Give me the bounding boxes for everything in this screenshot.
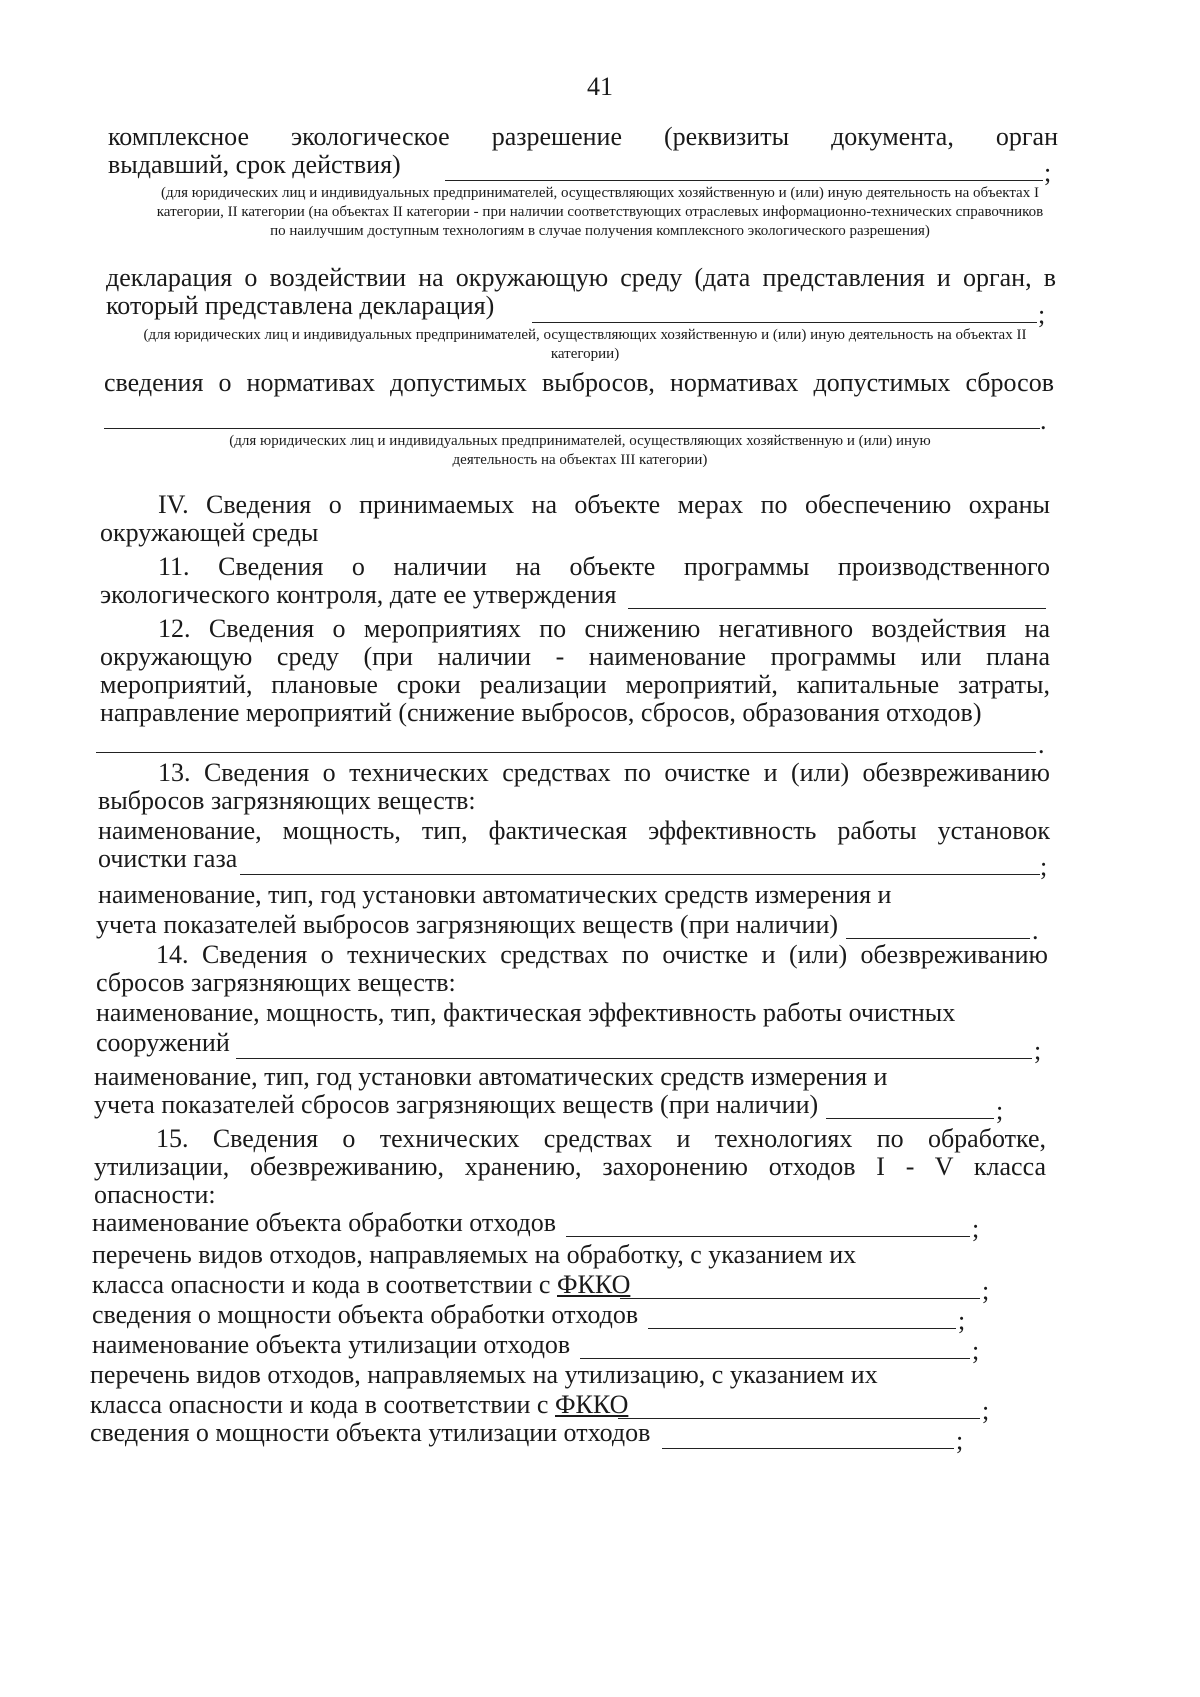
item15-line-1: 15. Сведения о технических средствах и технологиях по обработке,	[156, 1124, 1046, 1153]
item15-line-3: опасности:	[94, 1180, 216, 1209]
item15-utilization-list-field[interactable]	[618, 1418, 980, 1419]
item12-end: .	[1038, 730, 1045, 759]
norms-field[interactable]	[104, 428, 1040, 429]
item15-end-1: ;	[972, 1214, 980, 1243]
item11-line-2: экологического контроля, дате ее утверждения	[100, 580, 617, 609]
item15-utilization-capacity-label: сведения о мощности объекта утилизации отходов	[90, 1418, 651, 1447]
permit-line-2: выдавший, срок действия)	[108, 150, 401, 179]
item15-utilization-list-line-2: класса опасности и кода в соответствии с	[90, 1390, 549, 1419]
item15-utilization-list-line-1: перечень видов отходов, направляемых на утилизацию, с указанием их	[90, 1360, 878, 1389]
item14-line-4: сооружений	[96, 1028, 230, 1057]
item15-processing-name-field[interactable]	[566, 1236, 970, 1237]
item14-line-6: учета показателей сбросов загрязняющих веществ (при наличии)	[94, 1090, 819, 1119]
item15-fkko-link-1[interactable]: ФККО	[557, 1270, 631, 1299]
item15-processing-capacity-field[interactable]	[648, 1328, 956, 1329]
norms-note: (для юридических лиц и индивидуальных предпринимателей, осуществляющих хозяйственную и (или) иную деятельность на объектах III категории)	[229, 433, 931, 468]
item13-line-6: учета показателей выбросов загрязняющих веществ (при наличии)	[96, 910, 839, 939]
item14-line-2: сбросов загрязняющих веществ:	[96, 968, 456, 997]
item12-line-1: 12. Сведения о мероприятиях по снижению негативного воздействия на	[158, 614, 1050, 643]
item12-line-3: мероприятий, плановые сроки реализации мероприятий, капитальные затраты,	[100, 670, 1050, 699]
item15-end-6: ;	[956, 1426, 964, 1455]
section-iv-line-1: IV. Сведения о принимаемых на объекте мерах по обеспечению охраны	[158, 490, 1050, 519]
item15-processing-list-line-2: класса опасности и кода в соответствии с	[92, 1270, 551, 1299]
item15-line-2: утилизации, обезвреживанию, хранению, захоронению отходов I - V класса	[94, 1152, 1046, 1181]
declaration-note: (для юридических лиц и индивидуальных предпринимателей, осуществляющих хозяйственную и (или) иную деятельность на объектах II категории)	[143, 327, 1027, 362]
item12-line-4: направление мероприятий (снижение выбросов, сбросов, образования отходов)	[100, 698, 982, 727]
item11-field[interactable]	[628, 608, 1046, 609]
item15-utilization-capacity-field[interactable]	[662, 1448, 954, 1449]
permit-line-1: комплексное экологическое разрешение (реквизиты документа, орган	[108, 122, 1058, 151]
item14-line-5: наименование, тип, год установки автоматических средств измерения и	[94, 1062, 888, 1091]
item15-end-5: ;	[982, 1396, 990, 1425]
item13-line-1: 13. Сведения о технических средствах по очистке и (или) обезвреживанию	[158, 758, 1050, 787]
declaration-line-1: декларация о воздействии на окружающую среду (дата представления и орган, в	[106, 263, 1056, 292]
declaration-field[interactable]	[532, 322, 1037, 323]
item15-processing-name-label: наименование объекта обработки отходов	[92, 1208, 557, 1237]
item12-line-2: окружающую среду (при наличии - наименование программы или плана	[100, 642, 1050, 671]
item15-fkko-link-2[interactable]: ФККО	[555, 1390, 629, 1419]
item13-line-5: наименование, тип, год установки автоматических средств измерения и	[98, 880, 892, 909]
item13-end-6: .	[1032, 916, 1039, 945]
item14-end-4: ;	[1034, 1036, 1042, 1065]
declaration-line-2: который представлена декларация)	[106, 291, 495, 320]
item15-end-2: ;	[982, 1276, 990, 1305]
item15-end-4: ;	[972, 1336, 980, 1365]
item15-processing-capacity-label: сведения о мощности объекта обработки отходов	[92, 1300, 639, 1329]
page-number: 41	[587, 72, 613, 101]
item14-end-6: ;	[996, 1096, 1004, 1125]
norms-end: .	[1040, 406, 1047, 435]
item13-line-4: очистки газа	[98, 844, 238, 873]
item13-auto-field[interactable]	[846, 938, 1030, 939]
section-iv-line-2: окружающей среды	[100, 518, 319, 547]
norms-line-1: сведения о нормативах допустимых выбросов, нормативах допустимых сбросов	[104, 368, 1054, 397]
item15-utilization-name-field[interactable]	[580, 1358, 970, 1359]
item14-auto-field[interactable]	[826, 1118, 994, 1119]
item12-field[interactable]	[96, 752, 1036, 753]
permit-end: ;	[1044, 158, 1052, 187]
item14-line-3: наименование, мощность, тип, фактическая эффективность работы очистных	[96, 998, 956, 1027]
item14-treatment-field[interactable]	[236, 1058, 1032, 1059]
permit-note: (для юридических лиц и индивидуальных предпринимателей, осуществляющих хозяйственную и (или) иную деятельность на объектах I категории, II категории (на объектах II категории - при наличии соответствующих отраслевых информационно-технических справочников по наилучшим доступным технологиям в случае получения комплексного экологического разрешения)	[156, 185, 1044, 239]
permit-field[interactable]	[445, 180, 1043, 181]
item13-line-2: выбросов загрязняющих веществ:	[98, 786, 476, 815]
item13-end-4: ;	[1040, 852, 1048, 881]
item14-line-1: 14. Сведения о технических средствах по очистке и (или) обезвреживанию	[156, 940, 1048, 969]
item15-processing-list-field[interactable]	[620, 1298, 980, 1299]
item15-end-3: ;	[958, 1306, 966, 1335]
item13-line-3: наименование, мощность, тип, фактическая эффективность работы установок	[98, 816, 1050, 845]
item15-processing-list-line-1: перечень видов отходов, направляемых на обработку, с указанием их	[92, 1240, 857, 1269]
item15-utilization-name-label: наименование объекта утилизации отходов	[92, 1330, 571, 1359]
item13-gas-field[interactable]	[240, 874, 1040, 875]
declaration-end: ;	[1038, 300, 1046, 329]
item11-line-1: 11. Сведения о наличии на объекте программы производственного	[158, 552, 1050, 581]
